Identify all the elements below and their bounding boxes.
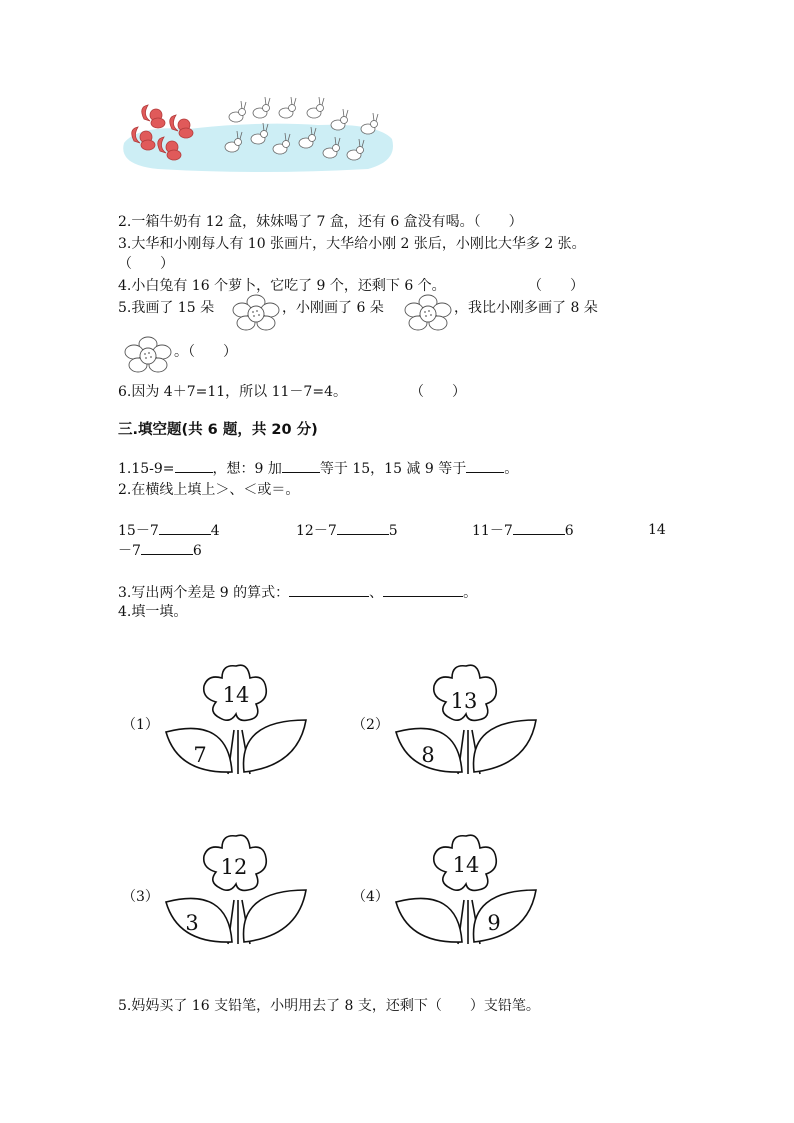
flower-diagram-1 xyxy=(158,656,316,780)
fill-q1-text-a: 1.15-9= xyxy=(118,461,175,477)
compare-item-4-part2 xyxy=(118,540,202,561)
fill-q5: 5.妈妈买了 16 支铅笔，小明用去了 8 支，还剩下（ ）支铅笔。 xyxy=(118,998,540,1014)
answer-blank[interactable] xyxy=(513,520,565,535)
flower-leaf-number: 9 xyxy=(487,911,501,935)
flower-top-number: 14 xyxy=(452,853,480,877)
flower-icon xyxy=(124,336,172,376)
flower-leaf-number: 7 xyxy=(193,743,207,767)
answer-blank[interactable] xyxy=(175,458,213,473)
compare-item-4-part1: 14 xyxy=(648,522,666,538)
judge-q3-answer-paren[interactable]: （ ） xyxy=(118,256,174,272)
fill-q3 xyxy=(118,582,477,603)
answer-blank[interactable] xyxy=(282,458,320,473)
compare-item-2 xyxy=(296,520,398,541)
flower-leaf-number: 3 xyxy=(185,911,199,935)
fill-q3-text-a: 3.写出两个差是 9 的算式： xyxy=(118,585,290,601)
answer-blank[interactable] xyxy=(383,582,463,597)
compare-item-3 xyxy=(472,520,574,541)
compare-expr: －7 xyxy=(118,543,141,559)
flower-diagram-2 xyxy=(388,656,546,780)
judge-q5-answer-paren[interactable]: 。（ ） xyxy=(174,344,237,360)
fill-q3-text-b: 、 xyxy=(369,585,384,601)
fill-q2: 2.在横线上填上＞、＜或＝。 xyxy=(118,482,300,498)
fill-q1 xyxy=(118,458,518,479)
judge-q6: 6.因为 4＋7=11，所以 11－7=4。 xyxy=(118,384,347,400)
fill-q1-text-d: 。 xyxy=(504,461,519,477)
flower-label-4: （4） xyxy=(352,889,389,905)
compare-expr: 11－7 xyxy=(472,523,513,539)
fill-q3-text-c: 。 xyxy=(463,585,478,601)
squirrels-rabbits-picture xyxy=(118,95,396,175)
compare-expr: 15－7 xyxy=(118,523,159,539)
answer-blank[interactable] xyxy=(289,582,369,597)
judge-q6-answer-paren[interactable]: （ ） xyxy=(410,384,466,400)
judge-q5-part3: ，我比小刚多画了 8 朵 xyxy=(454,300,598,316)
flower-diagram-4 xyxy=(388,826,546,950)
judge-q4: 4.小白兔有 16 个萝卜，它吃了 9 个，还剩下 6 个。 xyxy=(118,278,446,294)
flower-diagram-3 xyxy=(158,826,316,950)
judge-q5-part1: 5.我画了 15 朵 xyxy=(118,300,215,316)
compare-expr: 12－7 xyxy=(296,523,337,539)
flower-leaf-number: 8 xyxy=(421,743,435,767)
fill-q1-text-c: 等于 15，15 减 9 等于 xyxy=(319,461,467,477)
answer-blank[interactable] xyxy=(337,520,389,535)
flower-top-number: 12 xyxy=(220,855,248,879)
answer-blank[interactable] xyxy=(141,540,193,555)
answer-blank[interactable] xyxy=(466,458,504,473)
compare-value: 6 xyxy=(192,543,202,559)
flower-icon xyxy=(404,294,452,334)
judge-q4-answer-paren[interactable]: （ ） xyxy=(528,278,584,294)
compare-value: 6 xyxy=(564,523,574,539)
flower-label-2: （2） xyxy=(352,717,389,733)
fill-q1-text-b: ，想：9 加 xyxy=(212,461,282,477)
compare-item-1 xyxy=(118,520,220,541)
judge-q2: 2.一箱牛奶有 12 盒，妹妹喝了 7 盒，还有 6 盒没有喝。（ ） xyxy=(118,214,523,230)
section-title: 三.填空题(共 6 题，共 20 分) xyxy=(118,422,318,438)
flower-top-number: 14 xyxy=(222,683,250,707)
flower-label-1: （1） xyxy=(122,717,159,733)
judge-q3-line1: 3.大华和小刚每人有 10 张画片，大华给小刚 2 张后，小刚比大华多 2 张。 xyxy=(118,236,586,252)
judge-q5-part2: ，小刚画了 6 朵 xyxy=(282,300,384,316)
fill-q4: 4.填一填。 xyxy=(118,604,188,620)
answer-blank[interactable] xyxy=(159,520,211,535)
compare-value: 4 xyxy=(210,523,220,539)
flower-label-3: （3） xyxy=(122,889,159,905)
compare-value: 5 xyxy=(388,523,398,539)
flower-top-number: 13 xyxy=(450,689,478,713)
flower-icon xyxy=(232,294,280,334)
